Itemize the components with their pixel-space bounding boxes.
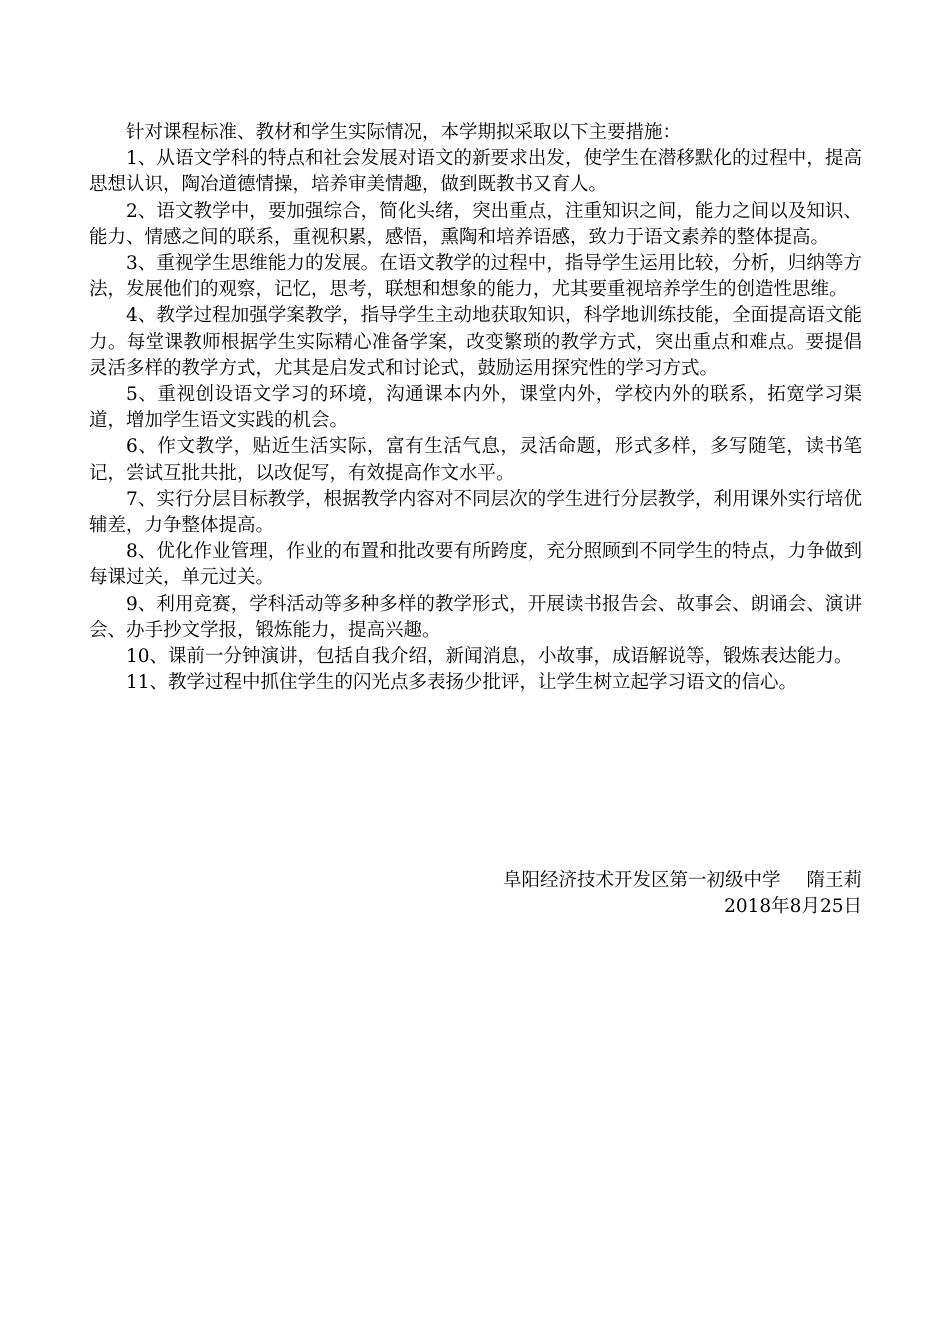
intro-paragraph: 针对课程标准、教材和学生实际情况，本学期拟采取以下主要措施： bbox=[126, 122, 682, 143]
measure-paragraph-9: 9、利用竞赛，学科活动等多种多样的教学形式，开展读书报告会、故事会、朗诵会、演讲会、办手抄文学报，锻炼能力，提高兴趣。 bbox=[89, 593, 862, 641]
measure-paragraph-6: 6、作文教学，贴近生活实际，富有生活气息，灵活命题，形式多样，多写随笔，读书笔记，尝试互批共批，以改促写，有效提高作文水平。 bbox=[89, 436, 862, 484]
measure-paragraph-5: 5、重视创设语文学习的环境，沟通课本内外，课堂内外，学校内外的联系，拓宽学习渠道，增加学生语文实践的机会。 bbox=[89, 384, 862, 432]
measure-paragraph-10: 10、课前一分钟演讲，包括自我介绍，新闻消息，小故事，成语解说等，锻炼表达能力。 bbox=[126, 646, 853, 668]
signature-block bbox=[262, 868, 862, 920]
signature-date: 2018年8月25日 bbox=[724, 896, 862, 918]
measure-paragraph-1: 1、从语文学科的特点和社会发展对语文的新要求出发，使学生在潜移默化的过程中，提高思想认识，陶冶道德情操，培养审美情趣，做到既教书又育人。 bbox=[89, 148, 862, 196]
measure-paragraph-4: 4、教学过程加强学案教学，指导学生主动地获取知识，科学地训练技能，全面提高语文能力。每堂课教师根据学生实际精心准备学案，改变繁琐的教学方式，突出重点和难点。要提倡灵活多样的教学方式，尤其是启发式和讨论式，鼓励运用探究性的学习方式。 bbox=[89, 305, 862, 379]
measure-paragraph-7: 7、实行分层目标教学，根据教学内容对不同层次的学生进行分层教学，利用课外实行培优辅差，力争整体提高。 bbox=[89, 488, 862, 537]
school-name: 阜阳经济技术开发区第一初级中学 bbox=[502, 870, 781, 891]
measure-paragraph-8: 8、优化作业管理，作业的布置和批改要有所跨度，充分照顾到不同学生的特点，力争做到每课过关，单元过关。 bbox=[89, 541, 862, 589]
signature-line bbox=[262, 868, 862, 894]
measure-paragraph-11: 11、教学过程中抓住学生的闪光点多表扬少批评，让学生树立起学习语文的信心。 bbox=[126, 672, 798, 694]
author-name: 隋王莉 bbox=[806, 870, 862, 891]
document-body bbox=[89, 120, 862, 696]
measure-paragraph-2: 2、语文教学中，要加强综合，简化头绪，突出重点，注重知识之间，能力之间以及知识、能力、情感之间的联系，重视积累，感悟，熏陶和培养语感，致力于语文素养的整体提高。 bbox=[89, 200, 862, 248]
measure-paragraph-3: 3、重视学生思维能力的发展。在语文教学的过程中，指导学生运用比较，分析，归纳等方法，发展他们的观察，记忆，思考，联想和想象的能力，尤其要重视培养学生的创造性思维。 bbox=[89, 253, 862, 301]
